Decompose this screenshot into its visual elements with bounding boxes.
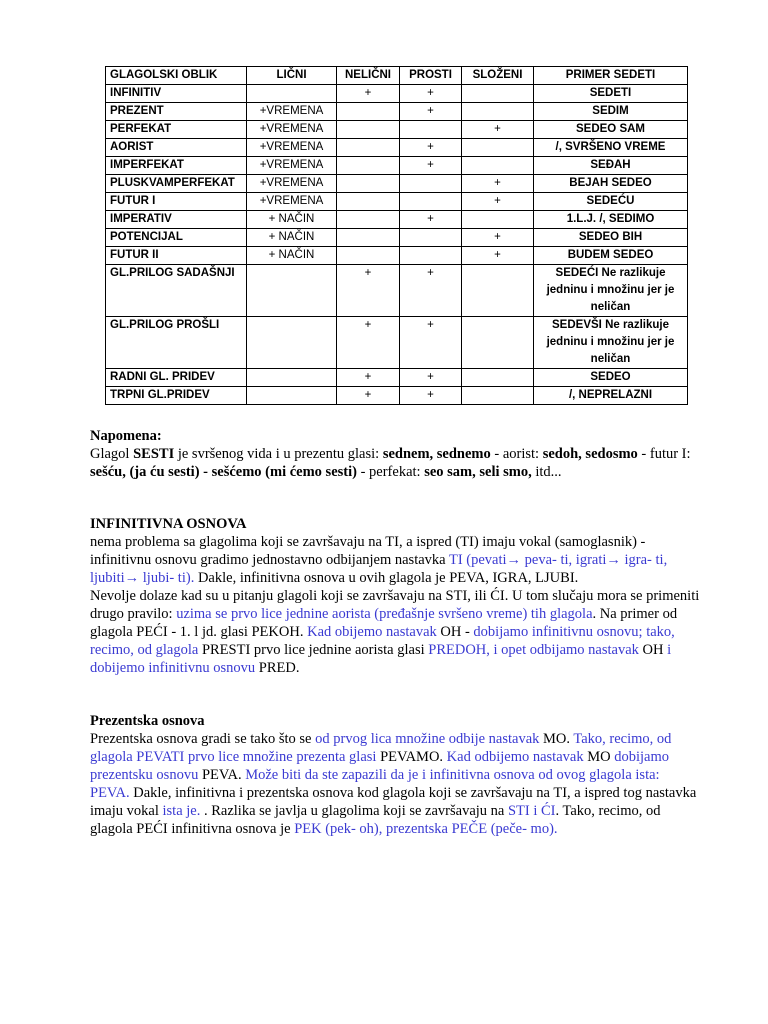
present-paragraph — [90, 730, 700, 838]
cell-verb-form: PERFEKAT — [106, 121, 247, 139]
note-bold-part: seo sam, seli smo, — [424, 464, 532, 480]
cell-compound: + — [462, 175, 534, 193]
cell-compound — [462, 103, 534, 121]
cell-impersonal — [337, 121, 400, 139]
cell-verb-form: FUTUR II — [106, 247, 247, 265]
cell-verb-form: GL.PRILOG SADAŠNJI — [106, 265, 247, 317]
highlighted-text: Može biti da ste zapazili da je i infinitivna osnova od ovog glagola ista: PEVA. — [90, 767, 660, 801]
note-text-part: - aorist: — [490, 446, 543, 462]
highlighted-text: uzima se prvo lice jednine aorista (prеđašnje svršeno vreme) tih glagola — [176, 606, 593, 622]
text-part: PEVAMO. — [376, 749, 447, 765]
table-row — [106, 157, 688, 175]
note-text — [90, 445, 700, 481]
present-heading: Prezentska osnova — [90, 713, 205, 729]
cell-compound: + — [462, 121, 534, 139]
note-text-part: - futur I: — [637, 446, 691, 462]
cell-simple — [400, 193, 462, 211]
cell-compound — [462, 85, 534, 103]
cell-compound — [462, 157, 534, 175]
cell-simple — [400, 247, 462, 265]
text-part: PRESTI prvo lice jednine aorista glasi — [198, 642, 429, 658]
cell-simple: + — [400, 369, 462, 387]
cell-impersonal — [337, 157, 400, 175]
cell-example: SEDIM — [534, 103, 688, 121]
cell-compound: + — [462, 247, 534, 265]
text-part: OH - — [436, 624, 474, 640]
cell-compound — [462, 387, 534, 405]
table-row — [106, 211, 688, 229]
cell-example: BUDEM SEDEO — [534, 247, 688, 265]
cell-personal — [247, 387, 337, 405]
cell-example: SEDEO SAM — [534, 121, 688, 139]
cell-personal: +VREMENA — [247, 139, 337, 157]
table-row — [106, 85, 688, 103]
header-personal: LIČNI — [247, 67, 337, 85]
note-heading: Napomena: — [90, 428, 162, 444]
cell-verb-form: PLUSKVAMPERFEKAT — [106, 175, 247, 193]
table-row — [106, 369, 688, 387]
note-bold-part: sedoh, sedosmo — [542, 446, 638, 462]
highlighted-text: PEK (pek- oh), prezentska PEČE (peče- mo). — [294, 821, 558, 837]
cell-verb-form: RADNI GL. PRIDEV — [106, 369, 247, 387]
table-row — [106, 175, 688, 193]
text-part: Dakle, infinitivna i prezentska osnova kod glagola koji se završavaju na TI, a ispred tog nastavka imaju vokal — [90, 785, 697, 819]
cell-simple — [400, 229, 462, 247]
table-row — [106, 103, 688, 121]
cell-example: /, SVRŠENO VREME — [534, 139, 688, 157]
note-text-part: je svršenog vida i u prezentu glasi: — [174, 446, 383, 462]
cell-example: /, NEPRELAZNI — [534, 387, 688, 405]
cell-simple: + — [400, 317, 462, 369]
header-compound: SLOŽENI — [462, 67, 534, 85]
note-bold-part: sešću, (ja ću sesti) - sešćemo (mi ćemo sesti) — [90, 464, 357, 480]
cell-impersonal — [337, 229, 400, 247]
highlighted-text: Kad obijemo nastavak — [307, 624, 437, 640]
cell-personal: +VREMENA — [247, 193, 337, 211]
highlighted-text: STI i ĆI — [507, 803, 556, 819]
cell-personal — [247, 265, 337, 317]
highlighted-text: dobijamo infinitivnu osnovu; tako, recimo, od glagola — [90, 624, 675, 658]
cell-personal: + NAČIN — [247, 229, 337, 247]
text-part: nema problema sa glagolima koji se završavaju na TI, a ispred (TI) imaju vokal (samoglasnik) - infinitivnu osnovu gradimo jednostavno odbijanjem nastavka — [90, 534, 646, 568]
cell-personal: +VREMENA — [247, 157, 337, 175]
cell-personal: + NAČIN — [247, 211, 337, 229]
highlighted-text: Tako, recimo, od glagola PEVATI prvo lice množine prezenta glasi — [90, 731, 672, 765]
cell-simple: + — [400, 387, 462, 405]
note-bold-part: SESTI — [133, 446, 175, 462]
table-row — [106, 317, 688, 369]
table-row — [106, 387, 688, 405]
cell-verb-form: PREZENT — [106, 103, 247, 121]
text-part: Dakle, infinitivna osnova u ovih glagola je PEVA, IGRA, LJUBI. — [194, 570, 579, 586]
cell-impersonal: + — [337, 85, 400, 103]
cell-personal — [247, 369, 337, 387]
cell-example: SEDEVŠI Ne razlikuje jedninu i množinu jer je neličan — [534, 317, 688, 369]
cell-impersonal: + — [337, 265, 400, 317]
highlighted-text: od prvog lica množine odbije nastavak — [315, 731, 540, 747]
note-text-part: Glagol — [90, 446, 134, 462]
cell-simple: + — [400, 157, 462, 175]
infinitive-heading: INFINITIVNA OSNOVA — [90, 516, 247, 532]
cell-example: SEDEO — [534, 369, 688, 387]
highlighted-text: Kad odbijemo nastavak — [446, 749, 584, 765]
cell-personal — [247, 85, 337, 103]
cell-example: SEDETI — [534, 85, 688, 103]
cell-personal: +VREMENA — [247, 103, 337, 121]
header-simple: PROSTI — [400, 67, 462, 85]
cell-example: SEDEĆI Ne razlikuje jedninu i množinu jer je neličan — [534, 265, 688, 317]
cell-impersonal — [337, 175, 400, 193]
cell-verb-form: INFINITIV — [106, 85, 247, 103]
cell-impersonal — [337, 103, 400, 121]
table-row — [106, 121, 688, 139]
cell-personal — [247, 317, 337, 369]
cell-simple: + — [400, 85, 462, 103]
infinitive-paragraph — [90, 533, 700, 587]
cell-simple — [400, 175, 462, 193]
note-section — [90, 427, 700, 481]
text-part: MO. — [539, 731, 574, 747]
text-part: Prezentska osnova gradi se tako što se — [90, 731, 316, 747]
highlighted-text: PREDOH, i opet odbijamo nastavak — [428, 642, 639, 658]
cell-example: SEDEO BIH — [534, 229, 688, 247]
header-verb-form: GLAGOLSKI OBLIK — [106, 67, 247, 85]
text-part: MO — [583, 749, 615, 765]
cell-simple: + — [400, 211, 462, 229]
note-text-part: - perfekat: — [356, 464, 425, 480]
cell-compound — [462, 211, 534, 229]
infinitive-paragraph — [90, 587, 700, 677]
text-part: . Tako, recimo, od glagola PEĆI infinitivna osnova je — [90, 803, 661, 837]
cell-impersonal: + — [337, 387, 400, 405]
table-row — [106, 229, 688, 247]
cell-verb-form: AORIST — [106, 139, 247, 157]
cell-personal: + NAČIN — [247, 247, 337, 265]
note-text-part: itd... — [531, 464, 562, 480]
cell-verb-form: IMPERATIV — [106, 211, 247, 229]
cell-simple: + — [400, 103, 462, 121]
cell-compound — [462, 139, 534, 157]
cell-personal: +VREMENA — [247, 121, 337, 139]
highlighted-text: dobijamo prezentsku osnovu — [90, 749, 669, 783]
infinitive-stem-section — [90, 515, 700, 677]
text-part: . Razlika se javlja u glagolima koji se završavaju na — [200, 803, 508, 819]
cell-example: SEĐAH — [534, 157, 688, 175]
cell-simple: + — [400, 265, 462, 317]
table-row — [106, 265, 688, 317]
text-part: Nevolje dolaze kad su u pitanju glagoli koji se završavaju na STI, ili ĆI. U tom slučaju mora se primeniti drugo pravilo: — [90, 588, 700, 622]
text-part: . Na primer od glagola PEĆI - 1. l jd. glasi PEKOH. — [90, 606, 678, 640]
text-part: PRED. — [255, 660, 300, 676]
cell-example: BEJAH SEDEO — [534, 175, 688, 193]
cell-impersonal: + — [337, 369, 400, 387]
cell-compound: + — [462, 193, 534, 211]
cell-example: SEDEĆU — [534, 193, 688, 211]
cell-impersonal: + — [337, 317, 400, 369]
verb-forms-table — [105, 66, 688, 405]
note-bold-part: sednem, sednemo — [382, 446, 491, 462]
highlighted-text: i dobijemo infinitivnu osnovu — [90, 642, 672, 676]
highlighted-text: ista je. — [162, 803, 201, 819]
table-row — [106, 193, 688, 211]
cell-compound — [462, 369, 534, 387]
header-impersonal: NELIČNI — [337, 67, 400, 85]
cell-verb-form: POTENCIJAL — [106, 229, 247, 247]
text-part: PEVA. — [198, 767, 246, 783]
present-stem-section — [90, 712, 700, 838]
cell-verb-form: IMPERFEKAT — [106, 157, 247, 175]
cell-impersonal — [337, 211, 400, 229]
cell-compound — [462, 317, 534, 369]
table-header-row — [106, 67, 688, 85]
cell-example: 1.L.J. /, SEDIMO — [534, 211, 688, 229]
cell-verb-form: FUTUR I — [106, 193, 247, 211]
header-example: PRIMER SEDETI — [534, 67, 688, 85]
cell-simple: + — [400, 139, 462, 157]
cell-personal: +VREMENA — [247, 175, 337, 193]
cell-impersonal — [337, 247, 400, 265]
table-row — [106, 247, 688, 265]
cell-verb-form: TRPNI GL.PRIDEV — [106, 387, 247, 405]
text-part: OH — [638, 642, 668, 658]
cell-impersonal — [337, 193, 400, 211]
cell-compound — [462, 265, 534, 317]
cell-simple — [400, 121, 462, 139]
table-row — [106, 139, 688, 157]
cell-verb-form: GL.PRILOG PROŠLI — [106, 317, 247, 369]
cell-impersonal — [337, 139, 400, 157]
cell-compound: + — [462, 229, 534, 247]
highlighted-text: TI (pevati→ peva- ti, igrati→ igra- ti, ljubiti→ ljubi- ti). — [90, 552, 668, 586]
